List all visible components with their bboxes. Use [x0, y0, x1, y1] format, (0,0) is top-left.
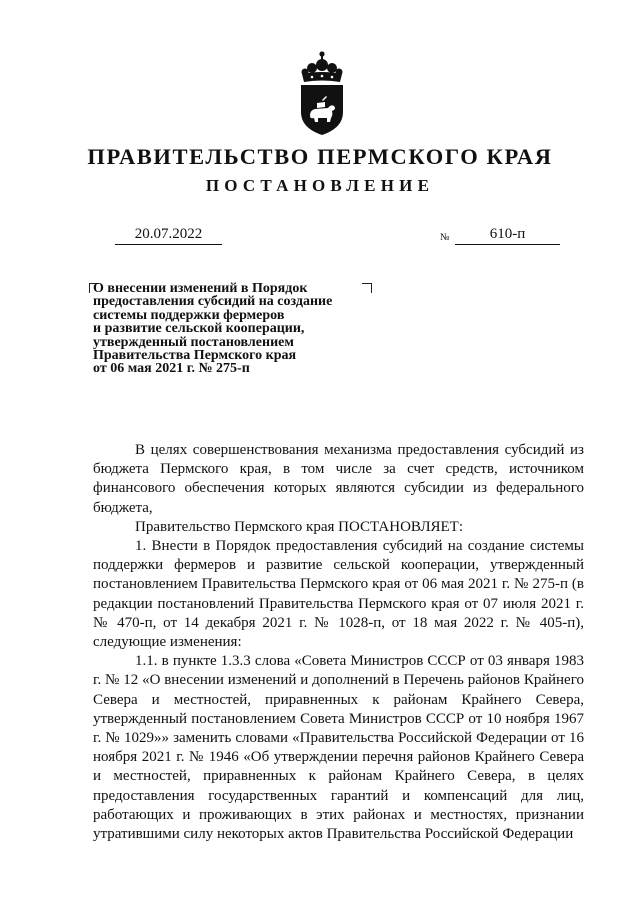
number-sign: № — [440, 232, 450, 243]
subject-line: системы поддержки фермеров — [93, 307, 285, 323]
document-number: 610-п — [455, 226, 560, 245]
document-subject — [93, 282, 383, 376]
perm-krai-coat-of-arms-icon — [296, 50, 348, 136]
body-paragraph: Правительство Пермского края ПОСТАНОВЛЯЕТ: — [135, 518, 464, 535]
body-paragraph: В целях совершенствования механизма предоставления субсидий из бюджета Пермского края, в том числе за счет средств, источником финансового обеспечения которых являются субсидии из федерального бюджета, — [93, 442, 584, 516]
document-date: 20.07.2022 — [115, 226, 222, 245]
organization-title: ПРАВИТЕЛЬСТВО ПЕРМСКОГО КРАЯ — [87, 144, 553, 169]
subject-line: Правительства Пермского края — [93, 348, 297, 364]
body-paragraph: 1. Внести в Порядок предоставления субсидий на создание системы поддержки фермеров и развитие сельской кооперации, утвержденный постановлением Правительства Пермского края от 06 мая 2021 г. № 275-п (в редакции постановлений Правительства Пермского края от 07 июля 2021 г. № 470-п, от 14 декабря 2021 г. № 1028-п, от 18 мая 2022 г. № 405-п), следующие изменения: — [93, 538, 584, 651]
subject-line: предоставления субсидий на создание — [93, 294, 333, 310]
document-body — [93, 441, 584, 844]
body-paragraph: 1.1. в пункте 1.3.3 слова «Совета Министров СССР от 03 января 1983 г. № 12 «О внесении изменений и дополнений в Перечень районов Крайнего Севера и местностей, приравненных к районам Крайнего Севера, утвержденный постановлением Совета Министров СССР от 10 ноября 1967 г. № 1029»» заменить словами «Правительства Российской Федерации от 16 ноября 2021 г. № 1946 «Об утверждении перечня районов Крайнего Севера и местностей, приравненных к районам Крайнего Севера, в целях предоставления государственных гарантий и компенсаций для лиц, работающих и проживающих в этих районах и местностях, признании утратившими силу некоторых актов Правительства Российской Федерации — [93, 653, 584, 843]
subject-line: и развитие сельской кооперации, — [93, 321, 305, 337]
subject-line: от 06 мая 2021 г. № 275-п — [93, 361, 250, 377]
subject-line: утвержденный постановлением — [93, 334, 294, 350]
document-type-title: ПОСТАНОВЛЕНИЕ — [205, 176, 435, 195]
subject-line: О внесении изменений в Порядок — [93, 281, 308, 296]
